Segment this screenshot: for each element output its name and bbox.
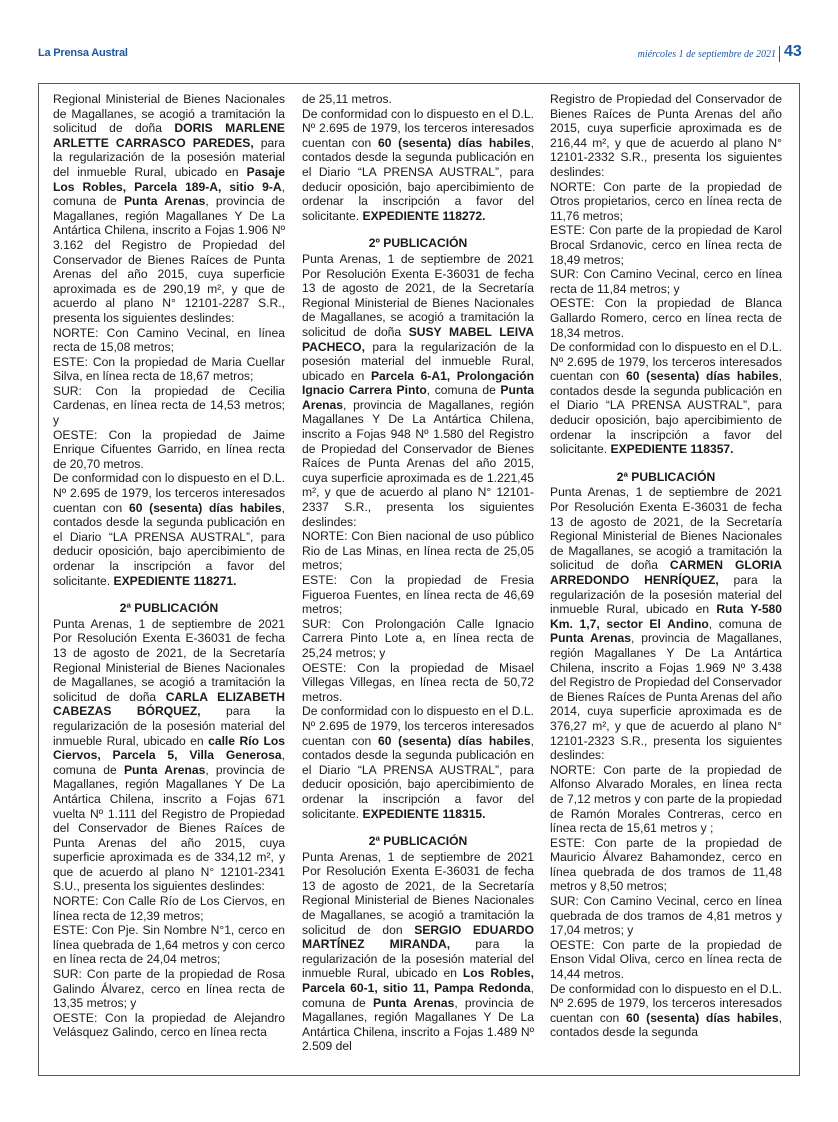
bold-text: 60 (sesenta) días habiles (626, 369, 779, 384)
notice-paragraph (53, 923, 285, 967)
text-run: Punta Arenas, 1 de septiembre de 2021 Por Resolución Exenta E-36031 de fecha 13 de agosto de 2021, de la Secretaría Regional Ministerial de Bienes Nacionales de Magallanes, se acogió a tramitación la solicitud de doña (53, 616, 285, 704)
bold-text: EXPEDIENTE 118272. (362, 208, 486, 223)
bold-text: 60 (sesenta) días habiles (378, 135, 531, 150)
bold-text: EXPEDIENTE 118357. (610, 442, 734, 457)
notice-paragraph (53, 428, 285, 472)
text-run: Registro de Propiedad del Conservador de Bienes Raíces de Punta Arenas del año 2015, cuya superficie aproximada es de 216,44 m², y que de acuerdo al plano N° 12101-2332 S.R., presenta los siguientes deslindes: (550, 92, 782, 179)
text-run: OESTE: Con la propiedad de Jaime Enrique Cifuentes Garrido, en línea recta de 20,70 metros. (53, 427, 285, 471)
text-run: NORTE: Con Bien nacional de uso público Rio de Las Minas, en línea recta de 25,05 metros; (302, 529, 534, 573)
publication-heading (53, 601, 285, 616)
text-run: SUR: Con Camino Vecinal, cerco en línea recta de 11,84 metros; y (550, 267, 782, 296)
notice-paragraph (53, 355, 285, 384)
text-run: Punta Arenas, 1 de septiembre de 2021 Por Resolución Exenta E-36031 de fecha 13 de agosto de 2021, de la Secretaría Regional Ministerial de Bienes Nacionales de Magallanes, se acogió a tramitación la solicitud de doña (302, 251, 534, 339)
text-run: para la regularización de la posesión material del inmueble Rural, ubicado en (302, 937, 534, 981)
text-run: De conformidad con lo dispuesto en el D.L. Nº 2.695 de 1979, los terceros interesados cuentan con (550, 981, 782, 1025)
notice-paragraph (302, 92, 534, 107)
notice-paragraph (302, 573, 534, 617)
bold-text: Punta Arenas (302, 383, 534, 412)
notice-paragraph (302, 529, 534, 573)
notice-paragraph (53, 967, 285, 1011)
notice-paragraph (550, 982, 782, 1040)
notice-paragraph (53, 384, 285, 428)
text-run: , comuna de (426, 383, 501, 398)
text-run: De conformidad con lo dispuesto en el D.L. Nº 2.695 de 1979, los terceros interesados cuentan con (550, 340, 782, 384)
text-run: OESTE: Con la propiedad de Blanca Gallardo Romero, cerco en línea recta de 18,34 metros. (550, 296, 782, 340)
text-run: , provincia de Magallanes, región Magallanes Y De La Antártica Chilena, inscrito a Fojas 948 Nº 1.580 del Registro de Propiedad del Conservador de Bienes Raíces de Punta Arenas del año 2015, cuya superficie aproximada es de 1.221,45 m², y que de acuerdo al plano N° 12101-2337 S.R., presenta los siguientes deslindes: (302, 397, 534, 529)
text-run: De conformidad con lo dispuesto en el D.L. Nº 2.695 de 1979, los terceros interesados cuentan con (53, 471, 285, 515)
publication-heading (302, 236, 534, 251)
text-run: , contados desde la segunda publicación en el Diario “LA PRENSA AUSTRAL”, para deducir oposición, bajo apercibimiento de ordenar la inscripción a favor del solicitante. (302, 733, 534, 821)
bold-text: Punta Arenas (372, 995, 455, 1010)
text-run: ESTE: Con parte de la propiedad de Karol Brocal Srdanovic, cerco en línea recta de 18,49 metros; (550, 223, 782, 267)
text-run: Punta Arenas, 1 de septiembre de 2021 Por Resolución Exenta E-36031 de fecha 13 de agosto de 2021, de la Secretaría Regional Ministerial de Bienes Nacionales de Magallanes, se acogió a tramitación la solicitud de don (302, 849, 534, 937)
notice-paragraph (53, 471, 285, 588)
text-run: , provincia de Magallanes, región Magallanes Y De La Antártica Chilena, inscrito a Fojas 1.489 Nº 2.509 del (302, 995, 534, 1054)
notice-paragraph (53, 92, 285, 326)
bold-text: 60 (sesenta) días habiles (129, 500, 282, 515)
notice-paragraph (53, 326, 285, 355)
notice-paragraph (302, 661, 534, 705)
page-number: 43 (784, 43, 802, 60)
notice-paragraph (53, 1011, 285, 1040)
text-run: NORTE: Con Calle Río de Los Ciervos, en línea recta de 12,39 metros; (53, 894, 285, 923)
bold-text: Punta Arenas (550, 631, 632, 646)
notice-paragraph (53, 617, 285, 894)
text-run: ESTE: Con la propiedad de Maria Cuellar Silva, en línea recta de 18,67 metros; (53, 354, 285, 384)
notice-paragraph (550, 485, 782, 762)
notice-paragraph (302, 252, 534, 529)
text-run: , provincia de Magallanes, región Magallanes Y De La Antártica Chilena, inscrito a Fojas 1.906 Nº 3.162 del Registro de Propiedad del Conservador de Bienes Raíces de Punta Arenas del año 2015, cuya superficie aproximada es de 290,19 m², y que de acuerdo al plano N° 12101-2287 S.R., presenta los siguientes deslindes: (53, 194, 285, 325)
text-run: ESTE: Con parte de la propiedad de Mauricio Álvarez Bahamondez, cerco en línea quebrada de dos tramos de 11,48 metros y 8,50 metros; (550, 835, 782, 894)
notice-paragraph (550, 763, 782, 836)
text-run: Regional Ministerial de Bienes Nacionales de Magallanes, se acogió a tramitación la solicitud de doña (53, 92, 285, 136)
text-run: NORTE: Con Camino Vecinal, en línea recta de 15,08 metros; (53, 325, 285, 355)
newspaper-brand: La Prensa Austral (38, 47, 128, 59)
text-run: , contados desde la segunda publicación en el Diario “LA PRENSA AUSTRAL”, para deducir oposición, bajo apercibimiento de ordenar la inscripción a favor del solicitante. (302, 135, 534, 223)
text-run: para la regularización de la posesión material del inmueble Rural, ubicado en (302, 339, 534, 383)
text-run: , comuna de (53, 179, 285, 209)
bold-text: Parcela 6-A1, Prolongación Ignacio Carrera Pinto (302, 368, 534, 398)
column-2 (302, 92, 534, 1072)
text-run: SUR: Con la propiedad de Cecilia Cardenas, en línea recta de 14,53 metros; y (53, 383, 285, 428)
text-run: para la regularización de la posesión material del inmueble Rural, ubicado en (53, 135, 285, 179)
text-run: de 25,11 metros. (302, 92, 392, 106)
notice-paragraph (550, 340, 782, 457)
notice-paragraph (302, 107, 534, 224)
text-run: De conformidad con lo dispuesto en el D.L. Nº 2.695 de 1979, los terceros interesados cuentan con (302, 704, 534, 748)
bold-text: SUSY MABEL LEIVA PACHECO, (302, 324, 534, 354)
bold-text: CARLA ELIZABETH CABEZAS BÓRQUEZ, (53, 689, 285, 719)
bold-text: EXPEDIENTE 118271. (113, 573, 237, 588)
notice-paragraph (302, 850, 534, 1054)
bold-text: 60 (sesenta) días habiles (378, 733, 531, 748)
text-run: , provincia de Magallanes, región Magallanes Y De La Antártica Chilena, inscrito a Fojas 1.969 Nº 3.438 del Registro de Propiedad del Conservador de Bienes Raíces de Punta Arenas del año 2014, cuya superficie aproximada es de 376,27 m², y que de acuerdo al plano N° 12101-2323 S.R., presenta los siguientes deslindes: (550, 631, 782, 763)
text-run: , contados desde la segunda publicación en el Diario “LA PRENSA AUSTRAL”, para deducir oposición, bajo apercibimiento de ordenar la inscripción a favor del solicitante. (53, 500, 285, 588)
bold-text: DORIS MARLENE ARLETTE CARRASCO PAREDES, (53, 121, 285, 150)
text-run: 2ª PUBLICACIÓN (616, 469, 716, 484)
bold-text: Punta Arenas (123, 762, 206, 777)
notice-paragraph (550, 836, 782, 894)
notice-paragraph (550, 267, 782, 296)
notice-paragraph (302, 704, 534, 821)
bold-text: Punta Arenas (123, 194, 206, 209)
issue-date: miércoles 1 de septiembre de 2021 (637, 49, 776, 60)
text-run: SUR: Con Camino Vecinal, cerco en línea quebrada de dos tramos de 4,81 metros y 17,04 metros; y (550, 894, 782, 938)
bold-text: 60 (sesenta) días habiles (626, 1010, 779, 1025)
text-run: , comuna de (708, 616, 782, 631)
text-run: , comuna de (53, 748, 285, 777)
bold-text: SERGIO EDUARDO MARTÍNEZ MIRANDA, (302, 922, 534, 952)
notice-paragraph (550, 223, 782, 267)
text-run: ESTE: Con Pje. Sin Nombre N°1, cerco en línea quebrada de 1,64 metros y con cerco en línea recta de 24,04 metros; (53, 923, 285, 967)
notice-paragraph (53, 894, 285, 923)
text-run: Punta Arenas, 1 de septiembre de 2021 Por Resolución Exenta E-36031 de fecha 13 de agosto de 2021, de la Secretaría Regional Ministerial de Bienes Nacionales de Magallanes, se acogió a tramitación la solicitud de doña (550, 485, 782, 573)
bold-text: Los Robles, Parcela 60-1, sitio 11, Pampa Redonda (302, 966, 534, 996)
text-run: OESTE: Con parte de la propiedad de Enson Vidal Oliva, cerco en línea recta de 14,44 metros. (550, 937, 782, 982)
bold-text: CARMEN GLORIA ARREDONDO HENRÍQUEZ, (550, 558, 782, 587)
text-run: 2ª PUBLICACIÓN (368, 834, 468, 849)
text-run: SUR: Con parte de la propiedad de Rosa Galindo Álvarez, cerco en línea recta de 13,35 metros; y (53, 967, 285, 1011)
bold-text: EXPEDIENTE 118315. (362, 806, 486, 821)
text-run: , comuna de (302, 981, 534, 1010)
column-3 (550, 92, 782, 1072)
text-run: OESTE: Con la propiedad de Misael Villegas Villegas, en línea recta de 50,72 metros. (302, 660, 534, 704)
text-run: NORTE: Con parte de la propiedad de Otros propietarios, cerco en línea recta de 11,76 metros; (550, 179, 782, 223)
notice-paragraph (550, 894, 782, 938)
text-run: , contados desde la segunda (550, 1010, 782, 1040)
text-run: , provincia de Magallanes, región Magallanes Y De La Antártica Chilena, inscrito a Fojas 671 vuelta Nº 1.111 del Registro de Propiedad del Conservador de Bienes Raíces de Punta Arenas del año 2015, cuya superficie aproximada es de 334,12 m², y que de acuerdo al plano N° 12101-2341 S.U., presenta los siguientes deslindes: (53, 762, 285, 894)
bold-text: Ruta Y-580 Km. 1,7, sector El Andino (550, 602, 782, 631)
column-1 (53, 92, 285, 1072)
text-run: SUR: Con Prolongación Calle Ignacio Carrera Pinto Lote a, en línea recta de 25,24 metros; y (302, 616, 534, 660)
text-run: 2º PUBLICACIÓN (368, 236, 468, 251)
text-run: OESTE: Con la propiedad de Alejandro Velásquez Galindo, cerco en línea recta (53, 1010, 285, 1040)
bold-text: Pasaje Los Robles, Parcela 189-A, sitio 9-A (53, 164, 285, 194)
bold-text: calle Río Los Ciervos, Parcela 5, Villa Generosa (53, 733, 285, 763)
text-run: , contados desde la segunda publicación en el Diario “LA PRENSA AUSTRAL”, para deducir oposición, bajo apercibimiento de ordenar la inscripción a favor del solicitante. (550, 369, 782, 457)
text-run: para la regularización de la posesión material del inmueble Rural, ubicado en (550, 573, 782, 617)
notice-paragraph (302, 617, 534, 661)
text-run: 2ª PUBLICACIÓN (119, 601, 219, 616)
text-run: ESTE: Con la propiedad de Fresia Figueroa Fuentes, en línea recta de 46,69 metros; (302, 573, 534, 617)
notice-paragraph (550, 180, 782, 224)
notice-paragraph (550, 938, 782, 982)
text-run: para la regularización de la posesión material del inmueble Rural, ubicado en (53, 704, 285, 748)
notice-paragraph (550, 92, 782, 180)
notice-paragraph (550, 296, 782, 340)
publication-heading (550, 470, 782, 485)
publication-heading (302, 834, 534, 849)
text-run: De conformidad con lo dispuesto en el D.L. Nº 2.695 de 1979, los terceros interesados cuentan con (302, 106, 534, 150)
text-run: NORTE: Con parte de la propiedad de Alfonso Alvarado Morales, en línea recta de 7,12 metros y con parte de la propiedad de Ramón Morales Contreras, cerco en línea recta de 15,61 metros y ; (550, 762, 782, 836)
header-divider (779, 46, 780, 62)
